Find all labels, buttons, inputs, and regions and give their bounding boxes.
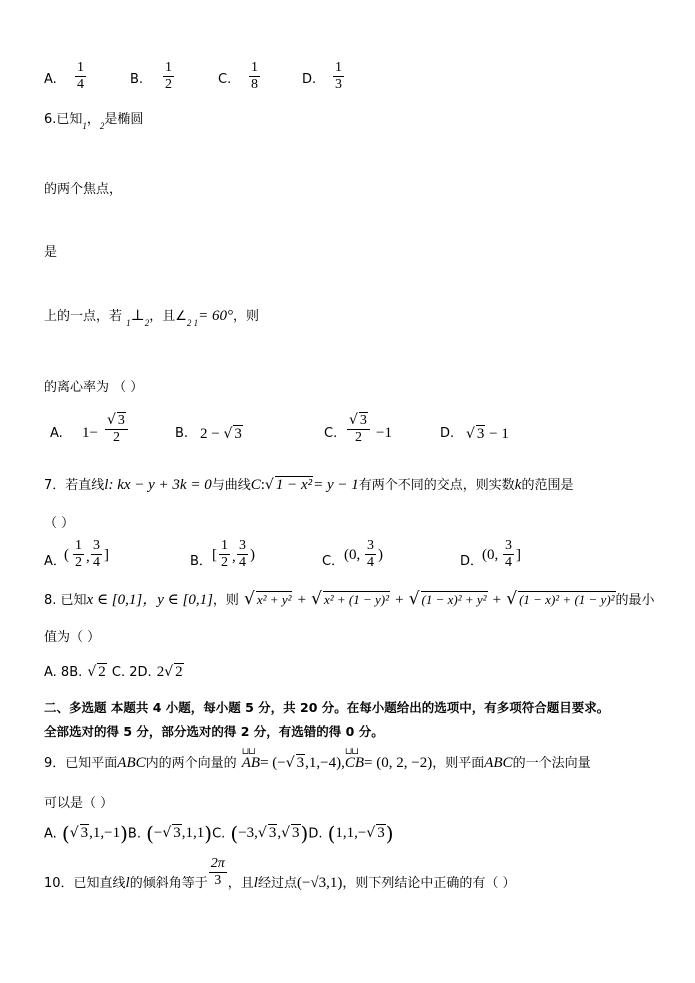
q7-b-close: ): [250, 547, 255, 563]
q6-option-c-label: C.: [324, 426, 338, 441]
q7-l: l: [104, 477, 109, 493]
q5-c-num: 1: [251, 60, 258, 75]
q7-c-close: ): [378, 547, 383, 563]
q8-term4: (1 − x)² + (1 − y)²: [519, 592, 615, 607]
q7-C: C: [250, 477, 261, 493]
q7-prefix: 7．若直线: [44, 478, 105, 493]
q10-line: [44, 856, 516, 889]
q9-ab-rad: 3: [296, 755, 305, 771]
q9-ab: AB: [241, 755, 261, 771]
q6-line1-suffix: 是椭圆: [104, 112, 144, 127]
q8-option-b-radicand: 2: [98, 664, 106, 680]
q5-option-a-label: A.: [44, 72, 57, 87]
q7-d-close: ]: [516, 547, 521, 563]
q5-b-den: 2: [165, 77, 172, 92]
q8-suffix: 的最小: [615, 593, 655, 608]
q10-mid3: 经过点: [257, 876, 297, 891]
q5-option-b-fraction: [163, 60, 174, 93]
section2-line2: 全部选对的得 5 分，部分选对的得 2 分，有选错的得 0 分。: [44, 724, 384, 739]
q8-prefix: 8. 已知: [44, 593, 87, 608]
q6-option-b-value: 2 − √ 3: [200, 426, 242, 442]
q7-k: k: [514, 477, 522, 493]
q7-mid: 与曲线: [211, 478, 251, 493]
q5-d-num: 1: [335, 60, 342, 75]
q7-a-open: (: [64, 547, 69, 563]
q9-vector-cb: ⊔⊔ CB: [344, 746, 365, 771]
q6-c-num: √ 3: [347, 412, 370, 430]
q7-c-frac: $\frac{3}{4}$: [367, 538, 374, 570]
q9-ab-pre: = (−: [260, 755, 286, 771]
q6-option-b-label: B.: [175, 426, 189, 441]
q7-a-frac1: $\frac{1}{2}$: [75, 538, 82, 570]
q6-c-den: 2: [354, 430, 362, 445]
q6-a-num: √ 3: [105, 412, 128, 430]
q8-then: ，则: [212, 593, 239, 608]
q7-option-d-label: D．: [460, 554, 484, 569]
q8-term1: x² + y²: [256, 592, 292, 607]
q5-option-d-fraction: [333, 60, 344, 93]
q10-num: 2π: [210, 856, 225, 871]
q7-line-equation: : kx − y + 3k = 0: [108, 477, 212, 493]
q6-comma: ，: [86, 112, 100, 127]
q5-d-den: 3: [335, 77, 342, 92]
q6-option-a-frac: [105, 412, 128, 446]
q9-option-c-label: C.: [212, 826, 226, 842]
q9-cb-value: = (0, 2, −2): [364, 755, 433, 771]
q8-option-d-coef: 2: [156, 664, 165, 680]
q9-line1: [44, 746, 591, 772]
q8-line2: 值为（ ）: [44, 630, 101, 645]
q7-option-c-label: C．: [322, 554, 345, 569]
q7-b-frac2: $\frac{3}{4}$: [239, 538, 246, 570]
perp-symbol: ⊥: [130, 308, 145, 324]
q9-option-b: (−√ 3,1,1): [146, 822, 213, 846]
q5-c-den: 8: [251, 77, 258, 92]
q9-option-c: (−3,√ 3,√ 3): [230, 822, 309, 846]
q7-c-open: (0,: [344, 547, 361, 563]
q6-angle-sub: 2 1: [186, 318, 199, 328]
q7-end: 的范围是: [521, 478, 574, 493]
q9-option-d-label: D.: [308, 826, 323, 842]
q8-line1: 8. 已知x ∈ [0,1]，y ∈ [0,1]，则 √ x² + y² + √ x² + (1 − y)² + √ (1 − x)² + y² + √ (1 − x)² + (1 − y)²的最小: [44, 589, 655, 609]
q6-prefix: 6.已知: [44, 112, 83, 127]
q8-options: A. 8B. √ 2 C. 2D. 2√ 2: [44, 664, 183, 680]
q9-vector-ab: ⊔⊔ AB: [241, 746, 261, 771]
q6-line4-mid: ，且∠: [149, 309, 187, 324]
q9-line2: 可以是（ ）: [44, 796, 114, 811]
q5-b-num: 1: [165, 60, 172, 75]
q8-option-d-radicand: 2: [175, 664, 183, 680]
q7-option-a-label: A．: [44, 554, 66, 569]
q10-prefix: 10．已知直线: [44, 876, 126, 891]
q7-b-comma: ,: [232, 549, 236, 565]
q8-option-c: C. 2D.: [111, 665, 152, 680]
q6-f2-sub: 2: [99, 121, 105, 131]
q6-option-a-one: 1−: [82, 425, 98, 441]
q9-cb: CB: [344, 755, 365, 771]
q9-suffix-pre: ，则平面: [432, 756, 485, 771]
q6-a-den: 2: [112, 430, 120, 445]
q5-option-b-label: B.: [130, 72, 144, 87]
q8-term2: x² + (1 − y)²: [323, 592, 390, 607]
q7-b-open: [: [212, 547, 217, 563]
q6-perp-sub1: 1: [126, 318, 131, 328]
q8-options-prefix: A. 8B.: [44, 665, 83, 680]
q6-line3: 是: [44, 245, 58, 260]
q6-line2: 的两个焦点，: [44, 182, 123, 197]
q6-option-d-value: √ 3 − 1: [466, 426, 509, 442]
q6-angle-value: = 60°: [198, 308, 234, 324]
q9-prefix: 9．已知平面: [44, 756, 118, 771]
q7-a-comma: ,: [86, 549, 90, 565]
q5-a-num: 1: [77, 60, 84, 75]
q7-curve-rhs: = y − 1: [313, 477, 359, 493]
q7-option-b-label: B．: [190, 554, 212, 569]
q10-l-2: l: [253, 875, 258, 891]
q10-mid: 的倾斜角等于: [129, 876, 208, 891]
q8-cond2: ，y ∈ [0,1]: [142, 592, 213, 608]
q5-option-d-label: D.: [302, 72, 317, 87]
q6-line1: [44, 108, 143, 131]
q6-f1-sub: 1: [82, 121, 87, 131]
q6-line4: [44, 305, 259, 328]
q9-ab-post: ,1,−4),: [305, 755, 345, 771]
q7-a-close: ]: [104, 547, 109, 563]
q5-a-den: 4: [77, 77, 84, 92]
q9-ab-eq: = (−√ 3,1,−4),: [260, 755, 345, 771]
q5-option-c-label: C.: [218, 72, 232, 87]
q10-den: 3: [214, 873, 222, 888]
q10-mid2: ，且: [227, 876, 254, 891]
q6-option-c-minus: −1: [376, 425, 392, 441]
section2-line1: 二、多选题 本题共 4 小题，每小题 5 分，共 20 分。在每小题给出的选项中，有多项符合题目要求。: [44, 700, 610, 715]
q9-options: [44, 822, 394, 846]
q6-option-d-label: D.: [440, 426, 455, 441]
q10-suffix: ，则下列结论中正确的有（ ）: [342, 876, 516, 891]
q8-plus3: +: [492, 592, 502, 608]
q6-option-a-label: A.: [50, 426, 63, 441]
q7-a-frac2: $\frac{3}{4}$: [93, 538, 100, 570]
q8-plus2: +: [395, 592, 404, 608]
q9-option-a-label: A.: [44, 826, 57, 842]
q7-line1: 7．若直线l: kx − y + 3k = 0与曲线C:√ 1 − x²= y − 1有两个不同的交点，则实数k的范围是: [44, 477, 574, 493]
q6-option-c-frac: [347, 412, 370, 446]
q5-option-c-fraction: [249, 60, 260, 93]
q8-plus1: +: [297, 592, 307, 608]
q7-d-frac: $\frac{3}{4}$: [505, 538, 512, 570]
q7-paren: （ ）: [44, 516, 75, 531]
q7-colon: :: [260, 477, 265, 493]
q10-fraction: [209, 856, 227, 889]
q9-option-d: (1,1,−√ 3): [327, 822, 394, 846]
q9-suffix-post: 的一个法向量: [512, 756, 591, 771]
q9-option-a: (√ 3,1,−1): [61, 822, 128, 846]
q10-point: (−√3,1): [296, 875, 343, 891]
q6-line4-suffix: ，则: [233, 309, 260, 324]
q9-abc-2: ABC: [484, 755, 513, 771]
q7-d-open: (0,: [482, 547, 499, 563]
q9-option-b-label: B.: [127, 826, 141, 842]
q6-line4-prefix: 上的一点，若: [44, 309, 123, 324]
q8-cond1: x ∈ [0,1]: [86, 592, 143, 608]
q6-line5: 的离心率为 （ ）: [44, 380, 144, 395]
q6-perp-sub2: 2: [144, 318, 150, 328]
q5-option-a-fraction: [75, 60, 86, 93]
q9-mid: 内的两个向量的: [145, 756, 237, 771]
q8-term3: (1 − x)² + y²: [421, 592, 487, 607]
q10-l: l: [125, 875, 130, 891]
q7-b-frac1: $\frac{1}{2}$: [221, 538, 228, 570]
q7-curve-radicand: 1 − x²: [275, 477, 313, 493]
q9-abc: ABC: [117, 755, 146, 771]
q7-suffix: 有两个不同的交点，则实数: [358, 478, 515, 493]
